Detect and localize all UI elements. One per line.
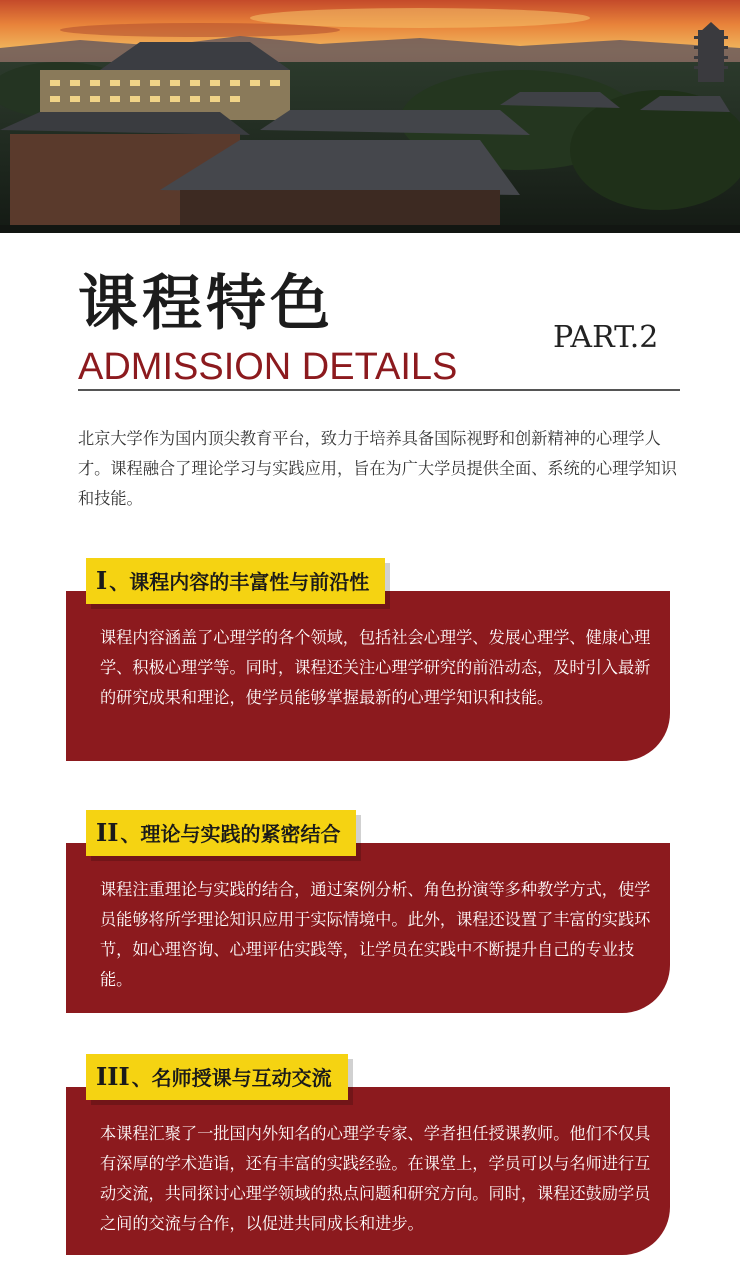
part-label: PART.2 [553, 320, 659, 355]
page-subtitle: ADMISSION DETAILS [78, 346, 458, 388]
section-card-3 [66, 1087, 670, 1255]
section-body-2: 课程注重理论与实践的结合，通过案例分析、角色扮演等多种教学方式，使学员能够将所学理论知识应用于实际情境中。此外，课程还设置了丰富的实践环节，如心理咨询、心理评估实践等，让学员在实践中不断提升自己的专业技能。 [100, 880, 651, 989]
section-title-1: 、课程内容的丰富性与前沿性 [109, 570, 370, 594]
section-tag-3 [86, 1054, 348, 1100]
hero-campus-image [0, 0, 740, 233]
section-number-3: III [96, 1062, 130, 1091]
section-title-3: 、名师授课与互动交流 [131, 1066, 332, 1090]
page-title: 课程特色 [78, 269, 334, 339]
title-divider [78, 389, 680, 391]
section-number-2: II [96, 818, 119, 847]
section-tag-1 [86, 558, 385, 604]
section-title-2: 、理论与实践的紧密结合 [120, 822, 341, 846]
intro-paragraph: 北京大学作为国内顶尖教育平台，致力于培养具备国际视野和创新精神的心理学人才。课程融合了理论学习与实践应用，旨在为广大学员提供全面、系统的心理学知识和技能。 [78, 429, 677, 508]
section-body-1: 课程内容涵盖了心理学的各个领域，包括社会心理学、发展心理学、健康心理学、积极心理学等。同时，课程还关注心理学研究的前沿动态，及时引入最新的研究成果和理论，使学员能够掌握最新的心理学知识和技能。 [100, 628, 651, 707]
section-card-2 [66, 843, 670, 1013]
section-body-3: 本课程汇聚了一批国内外知名的心理学专家、学者担任授课教师。他们不仅具有深厚的学术造诣，还有丰富的实践经验。在课堂上，学员可以与名师进行互动交流，共同探讨心理学领域的热点问题和研究方向。同时，课程还鼓励学员之间的交流与合作，以促进共同成长和进步。 [100, 1124, 651, 1233]
section-card-1 [66, 591, 670, 761]
section-tag-2 [86, 810, 356, 856]
section-number-1: I [96, 566, 108, 595]
